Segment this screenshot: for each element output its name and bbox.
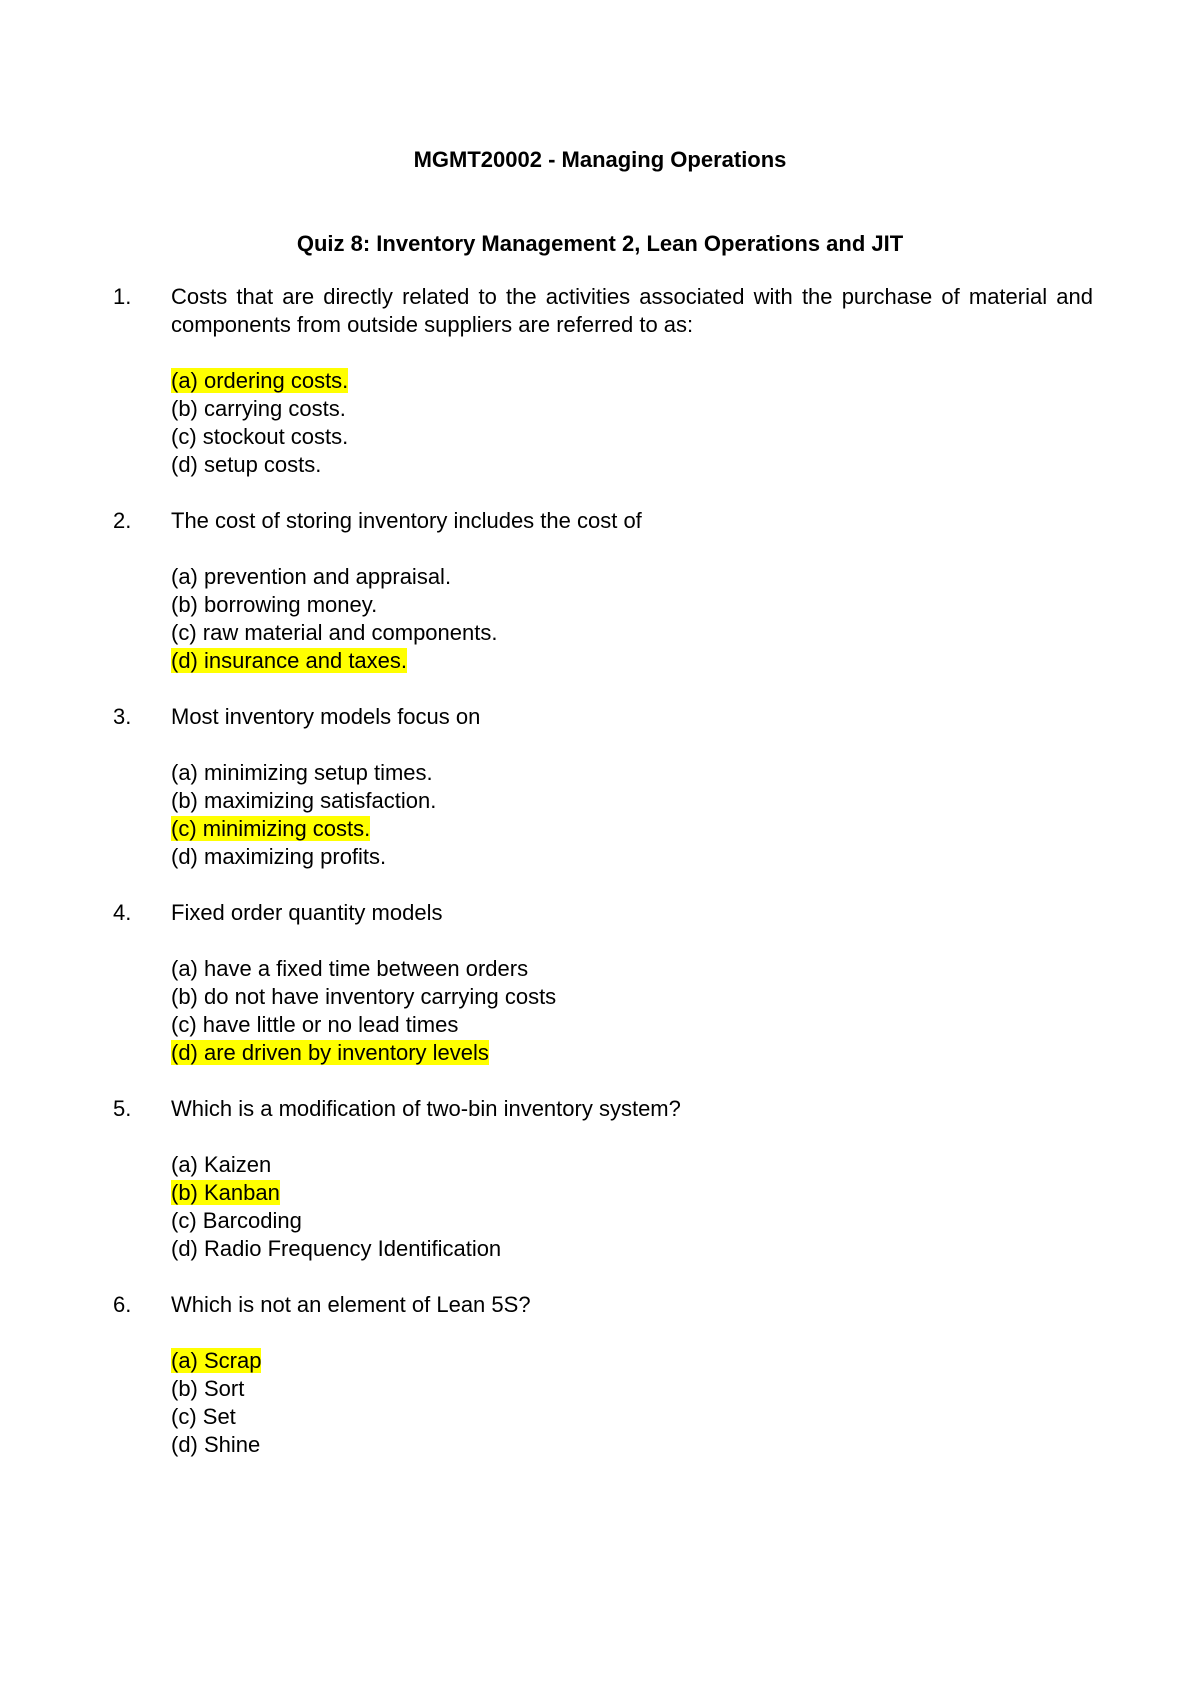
answer-option-label: (d) setup costs.: [171, 452, 322, 477]
question-5: [113, 1095, 1093, 1263]
answer-option-highlighted: [171, 1039, 1093, 1067]
question-text: Which is a modification of two-bin inventory system?: [171, 1096, 681, 1121]
answer-option-label: (b) Kanban: [171, 1180, 280, 1205]
answer-option-label: (d) Shine: [171, 1432, 261, 1457]
answer-option: [171, 395, 1093, 423]
answer-option-label: (d) maximizing profits.: [171, 844, 387, 869]
answer-option: [171, 1151, 1093, 1179]
answer-options: [171, 1151, 1093, 1263]
answer-option: [171, 563, 1093, 591]
answer-option-label: (c) raw material and components.: [171, 620, 498, 645]
answer-option: [171, 983, 1093, 1011]
answer-option: [171, 1011, 1093, 1039]
answer-option: [171, 423, 1093, 451]
question-4: [113, 899, 1093, 1067]
answer-option: [171, 1375, 1093, 1403]
answer-option-label: (b) borrowing money.: [171, 592, 378, 617]
answer-option-label: (a) minimizing setup times.: [171, 760, 433, 785]
answer-options: [171, 955, 1093, 1067]
answer-option-label: (c) minimizing costs.: [171, 816, 371, 841]
answer-option-label: (a) Scrap: [171, 1348, 262, 1373]
answer-option: [171, 1235, 1093, 1263]
question-text: Most inventory models focus on: [171, 704, 481, 729]
question-text: Which is not an element of Lean 5S?: [171, 1292, 531, 1317]
question-number: 4.: [113, 900, 132, 925]
question-number: 2.: [113, 508, 132, 533]
question-number: 3.: [113, 704, 132, 729]
answer-option-label: (b) maximizing satisfaction.: [171, 788, 437, 813]
answer-option: [171, 843, 1093, 871]
answer-option-highlighted: [171, 815, 1093, 843]
answer-option-label: (a) ordering costs.: [171, 368, 349, 393]
answer-option-highlighted: [171, 647, 1093, 675]
answer-option-label: (d) are driven by inventory levels: [171, 1040, 489, 1065]
question-text: The cost of storing inventory includes the cost of: [171, 508, 642, 533]
answer-option-label: (c) Set: [171, 1404, 236, 1429]
answer-option-label: (a) Kaizen: [171, 1152, 272, 1177]
answer-options: [171, 759, 1093, 871]
answer-option-label: (b) Sort: [171, 1376, 245, 1401]
question-3: [113, 703, 1093, 871]
answer-option-label: (c) Barcoding: [171, 1208, 302, 1233]
answer-option: [171, 451, 1093, 479]
answer-option: [171, 591, 1093, 619]
quiz-title: Quiz 8: Inventory Management 2, Lean Operations and JIT: [296, 231, 904, 256]
answer-options: [171, 367, 1093, 479]
answer-option-label: (a) prevention and appraisal.: [171, 564, 452, 589]
answer-option: [171, 1403, 1093, 1431]
answer-option-highlighted: [171, 1179, 1093, 1207]
course-title: MGMT20002 - Managing Operations: [413, 147, 787, 172]
answer-option-highlighted: [171, 1347, 1093, 1375]
answer-option: [171, 1207, 1093, 1235]
answer-option-label: (d) Radio Frequency Identification: [171, 1236, 502, 1261]
answer-option: [171, 759, 1093, 787]
question-number: 1.: [113, 284, 132, 309]
answer-options: [171, 563, 1093, 675]
answer-option: [171, 619, 1093, 647]
answer-option-label: (b) carrying costs.: [171, 396, 346, 421]
answer-options: [171, 1347, 1093, 1459]
question-number: 6.: [113, 1292, 132, 1317]
question-list: [113, 283, 1093, 1487]
answer-option-label: (c) have little or no lead times: [171, 1012, 459, 1037]
question-2: [113, 507, 1093, 675]
answer-option: [171, 787, 1093, 815]
answer-option: [171, 1431, 1093, 1459]
question-text: Costs that are directly related to the activities associated with the purchase of material and components from outside suppliers are referred to as:: [171, 284, 1093, 337]
question-1: [113, 283, 1093, 479]
question-number: 5.: [113, 1096, 132, 1121]
answer-option-label: (c) stockout costs.: [171, 424, 349, 449]
answer-option-label: (a) have a fixed time between orders: [171, 956, 529, 981]
answer-option-label: (d) insurance and taxes.: [171, 648, 408, 673]
question-6: [113, 1291, 1093, 1459]
answer-option: [171, 955, 1093, 983]
answer-option-label: (b) do not have inventory carrying costs: [171, 984, 557, 1009]
question-text: Fixed order quantity models: [171, 900, 443, 925]
answer-option-highlighted: [171, 367, 1093, 395]
